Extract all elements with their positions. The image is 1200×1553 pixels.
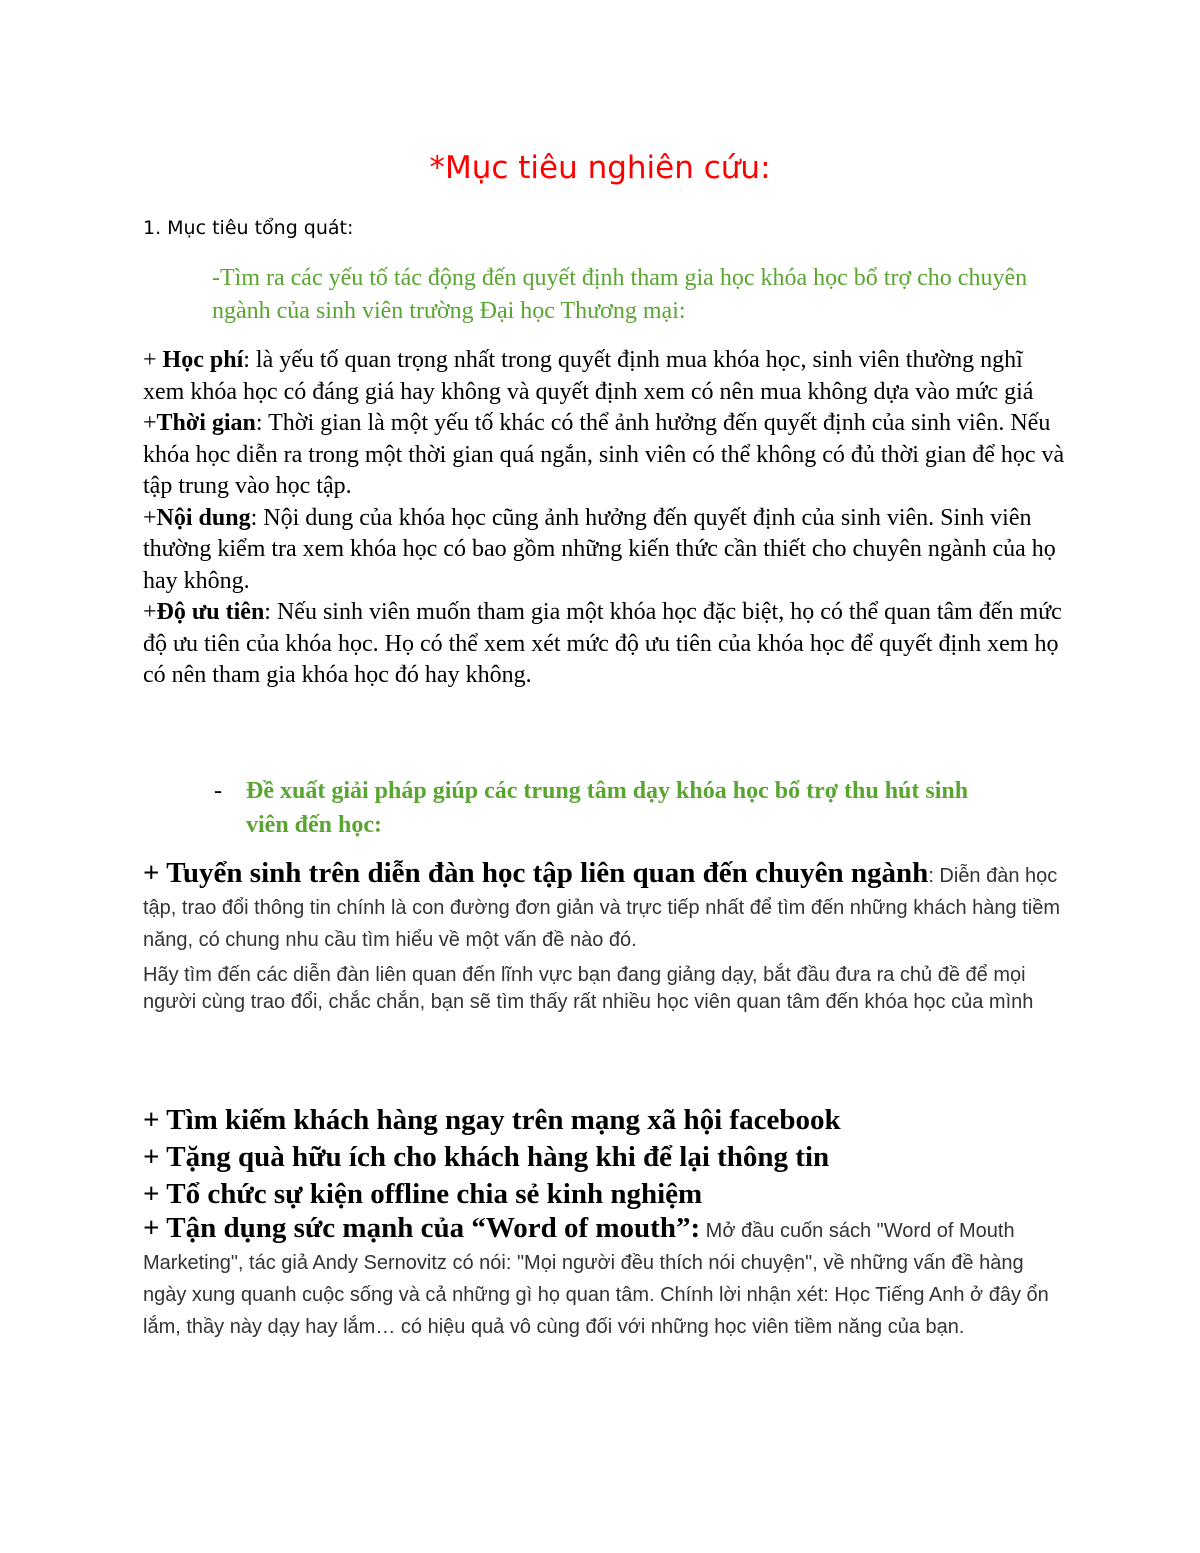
page-title: *Mục tiêu nghiên cứu:	[429, 150, 771, 186]
objective-2-line-2: viên đến học:	[246, 812, 383, 838]
solution-forum	[143, 858, 1068, 957]
solution-text: Mở đầu cuốn sách "Word of Mouth Marketing", tác giả Andy Sernovitz có nói: "Mọi người đều thích nói chuyện", về những vấn đề hàng ngày xung quanh cuộc sống và cả những gì họ quan tâm. Chính lời nhận xét: Học Tiếng Anh ở đây ổn lắm, thầy này dạy hay lắm… có hiệu quả vô cùng đối với những học viên tiềm năng của bạn.	[143, 1220, 1049, 1338]
factor-prefix: +	[143, 347, 163, 373]
factors-list	[143, 345, 1068, 692]
bullet-dash: -	[214, 778, 222, 804]
solutions-list	[143, 1102, 1068, 1341]
solution-heading: + Tận dụng sức mạnh của “Word of mouth”:	[143, 1212, 701, 1244]
factor-text: : Nội dung của khóa học cũng ảnh hưởng đến quyết định của sinh viên. Sinh viên thường kiểm tra xem khóa học có bao gồm những kiến thức cần thiết cho chuyên ngành của họ hay không.	[143, 504, 1056, 594]
solution-text: : Diễn đàn học tập, trao đổi thông tin chính là con đường đơn giản và trực tiếp nhất để tìm đến những khách hàng tiềm năng, có chung nhu cầu tìm hiểu về một vấn đề nào đó.	[143, 865, 1060, 951]
solution-gifts: + Tặng quà hữu ích cho khách hàng khi để lại thông tin	[143, 1141, 830, 1173]
factor-text: : Thời gian là một yếu tố khác có thể ảnh hưởng đến quyết định của sinh viên. Nếu khóa học diễn ra trong một thời gian quá ngắn, sinh viên có thể không có đủ thời gian để học và tập trung vào học tập.	[143, 410, 1065, 499]
objective-2	[214, 774, 1044, 842]
solution-facebook: + Tìm kiếm khách hàng ngay trên mạng xã hội facebook	[143, 1104, 841, 1136]
factor-text: : Nếu sinh viên muốn tham gia một khóa học đặc biệt, họ có thể quan tâm đến mức độ ưu tiên của khóa học. Họ có thể xem xét mức độ ưu tiên của khóa học để quyết định xem họ có nên tham gia khóa học đó hay không.	[143, 599, 1062, 688]
solution-forum-paragraph: Hãy tìm đến các diễn đàn liên quan đến lĩnh vực bạn đang giảng dạy, bắt đầu đưa ra chủ đề để mọi người cùng trao đổi, chắc chắn, bạn sẽ tìm thấy rất nhiều học viên quan tâm đến khóa học của mình	[143, 964, 1034, 1013]
factor-term: Nội dung	[156, 504, 251, 531]
objective-2-line-1: Đề xuất giải pháp giúp các trung tâm dạy khóa học bổ trợ thu hút sinh	[246, 778, 969, 804]
factor-text: : là yếu tố quan trọng nhất trong quyết định mua khóa học, sinh viên thường nghĩ xem khóa học có đáng giá hay không và quyết định xem có nên mua không dựa vào mức giá	[143, 347, 1034, 405]
factor-content	[143, 503, 1068, 598]
factor-prefix: +	[143, 504, 157, 531]
factor-time	[143, 408, 1068, 503]
factor-tuition	[143, 345, 1068, 408]
factor-term: Độ ưu tiên	[156, 599, 265, 625]
factor-prefix: +	[143, 599, 157, 625]
objective-1: -Tìm ra các yếu tố tác động đến quyết định tham gia học khóa học bổ trợ cho chuyên ngành của sinh viên trường Đại học Thương mại:	[212, 265, 1028, 324]
solution-word-of-mouth	[143, 1213, 1068, 1341]
factor-term: Thời gian	[156, 410, 256, 436]
solution-heading: + Tuyển sinh trên diễn đàn học tập liên quan đến chuyên ngành	[143, 857, 929, 889]
solution-offline-event: + Tổ chức sự kiện offline chia sẻ kinh nghiệm	[143, 1178, 703, 1210]
factor-priority	[143, 597, 1068, 692]
section-heading-general-objective: 1. Mục tiêu tổng quát:	[143, 217, 354, 239]
factor-term: Học phí	[162, 347, 244, 373]
factor-prefix: +	[143, 410, 157, 436]
